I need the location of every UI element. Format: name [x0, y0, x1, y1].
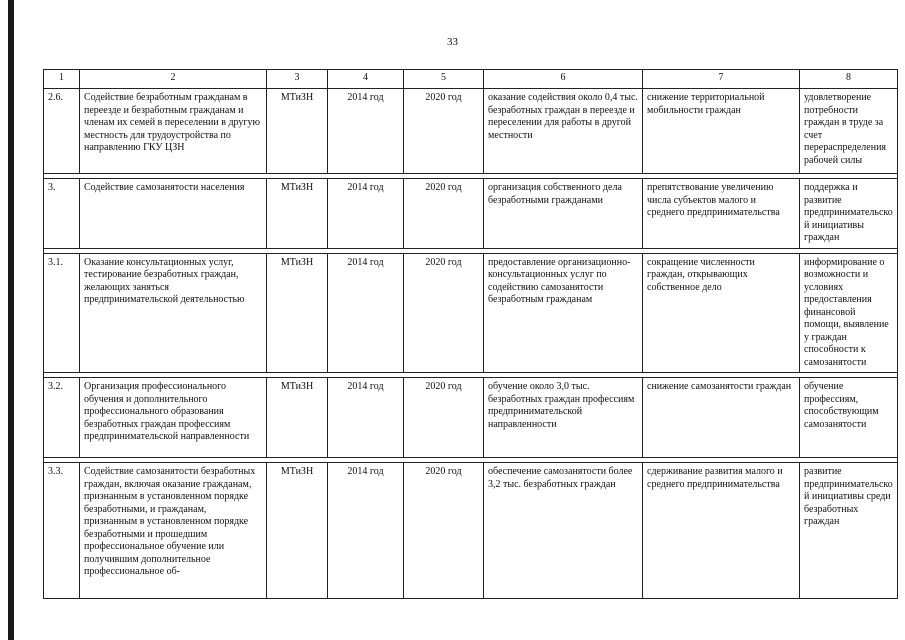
- start-year-cell: 2014 год: [328, 463, 404, 599]
- row-number: 3.2.: [44, 378, 80, 458]
- result-cell: обучение около 3,0 тыс. безработных граждан профессиям предпринимательской направленности: [484, 378, 643, 458]
- table-row: [44, 378, 898, 458]
- table-row: [44, 179, 898, 249]
- executor-cell: МТиЗН: [267, 253, 328, 373]
- page-edge-bar: [8, 0, 14, 640]
- end-year-cell: 2020 год: [404, 253, 484, 373]
- start-year-cell: 2014 год: [328, 89, 404, 174]
- column-header: 3: [267, 70, 328, 89]
- table-row: [44, 253, 898, 373]
- link-cell: удовлетворение потребности граждан в труде за счет перераспределения рабочей силы: [800, 89, 898, 174]
- start-year-cell: 2014 год: [328, 378, 404, 458]
- measures-table: [43, 69, 898, 599]
- start-year-cell: 2014 год: [328, 179, 404, 249]
- activity-cell: Содействие безработным гражданам в переезде и безработным гражданам и членам их семей в переселении в другую местность для трудоустройства по направлению ГКУ ЦЗН: [80, 89, 267, 174]
- table-row: [44, 89, 898, 174]
- link-cell: поддержка и развитие предпринимательской инициативы граждан: [800, 179, 898, 249]
- column-header: 5: [404, 70, 484, 89]
- column-header: 6: [484, 70, 643, 89]
- result-cell: обеспечение самозанятости более 3,2 тыс. безработных граждан: [484, 463, 643, 599]
- activity-cell: Содействие самозанятости населения: [80, 179, 267, 249]
- column-number-row: [44, 70, 898, 89]
- start-year-cell: 2014 год: [328, 253, 404, 373]
- consequence-cell: снижение самозанятости граждан: [643, 378, 800, 458]
- end-year-cell: 2020 год: [404, 179, 484, 249]
- executor-cell: МТиЗН: [267, 179, 328, 249]
- executor-cell: МТиЗН: [267, 463, 328, 599]
- row-number: 3.3.: [44, 463, 80, 599]
- column-header: 8: [800, 70, 898, 89]
- table-row: [44, 463, 898, 599]
- column-header: 7: [643, 70, 800, 89]
- result-cell: оказание содействия около 0,4 тыс. безработных граждан в переезде и переселении для работы в другой местности: [484, 89, 643, 174]
- link-cell: развитие предпринимательской инициативы среди безработных граждан: [800, 463, 898, 599]
- column-header: 2: [80, 70, 267, 89]
- consequence-cell: снижение территориальной мобильности граждан: [643, 89, 800, 174]
- consequence-cell: препятствование увеличению числа субъектов малого и среднего предпринимательства: [643, 179, 800, 249]
- end-year-cell: 2020 год: [404, 89, 484, 174]
- link-cell: информирование о возможности и условиях предоставления финансовой помощи, выявление у граждан способности к самозанятости: [800, 253, 898, 373]
- result-cell: предоставление организационно-консультационных услуг по содействию самозанятости безработным гражданам: [484, 253, 643, 373]
- page-number: 33: [447, 36, 458, 48]
- activity-cell: Содействие самозанятости безработных граждан, включая оказание гражданам, признанным в установленном порядке безработными, и гражданам, признанным в установленном порядке безработными и прошедшим профессиональное обучение или получившим дополнительное профессиональное об-: [80, 463, 267, 599]
- executor-cell: МТиЗН: [267, 89, 328, 174]
- consequence-cell: сокращение численности граждан, открывающих собственное дело: [643, 253, 800, 373]
- executor-cell: МТиЗН: [267, 378, 328, 458]
- end-year-cell: 2020 год: [404, 463, 484, 599]
- consequence-cell: сдерживание развития малого и среднего предпринимательства: [643, 463, 800, 599]
- row-number: 2.6.: [44, 89, 80, 174]
- activity-cell: Организация профессионального обучения и дополнительного профессионального образования безработных граждан профессиям предпринимательской направленности: [80, 378, 267, 458]
- column-header: 4: [328, 70, 404, 89]
- activity-cell: Оказание консультационных услуг, тестирование безработных граждан, желающих заняться предпринимательской деятельностью: [80, 253, 267, 373]
- end-year-cell: 2020 год: [404, 378, 484, 458]
- column-header: 1: [44, 70, 80, 89]
- result-cell: организация собственного дела безработными гражданами: [484, 179, 643, 249]
- row-number: 3.: [44, 179, 80, 249]
- link-cell: обучение профессиям, способствующим самозанятости: [800, 378, 898, 458]
- row-number: 3.1.: [44, 253, 80, 373]
